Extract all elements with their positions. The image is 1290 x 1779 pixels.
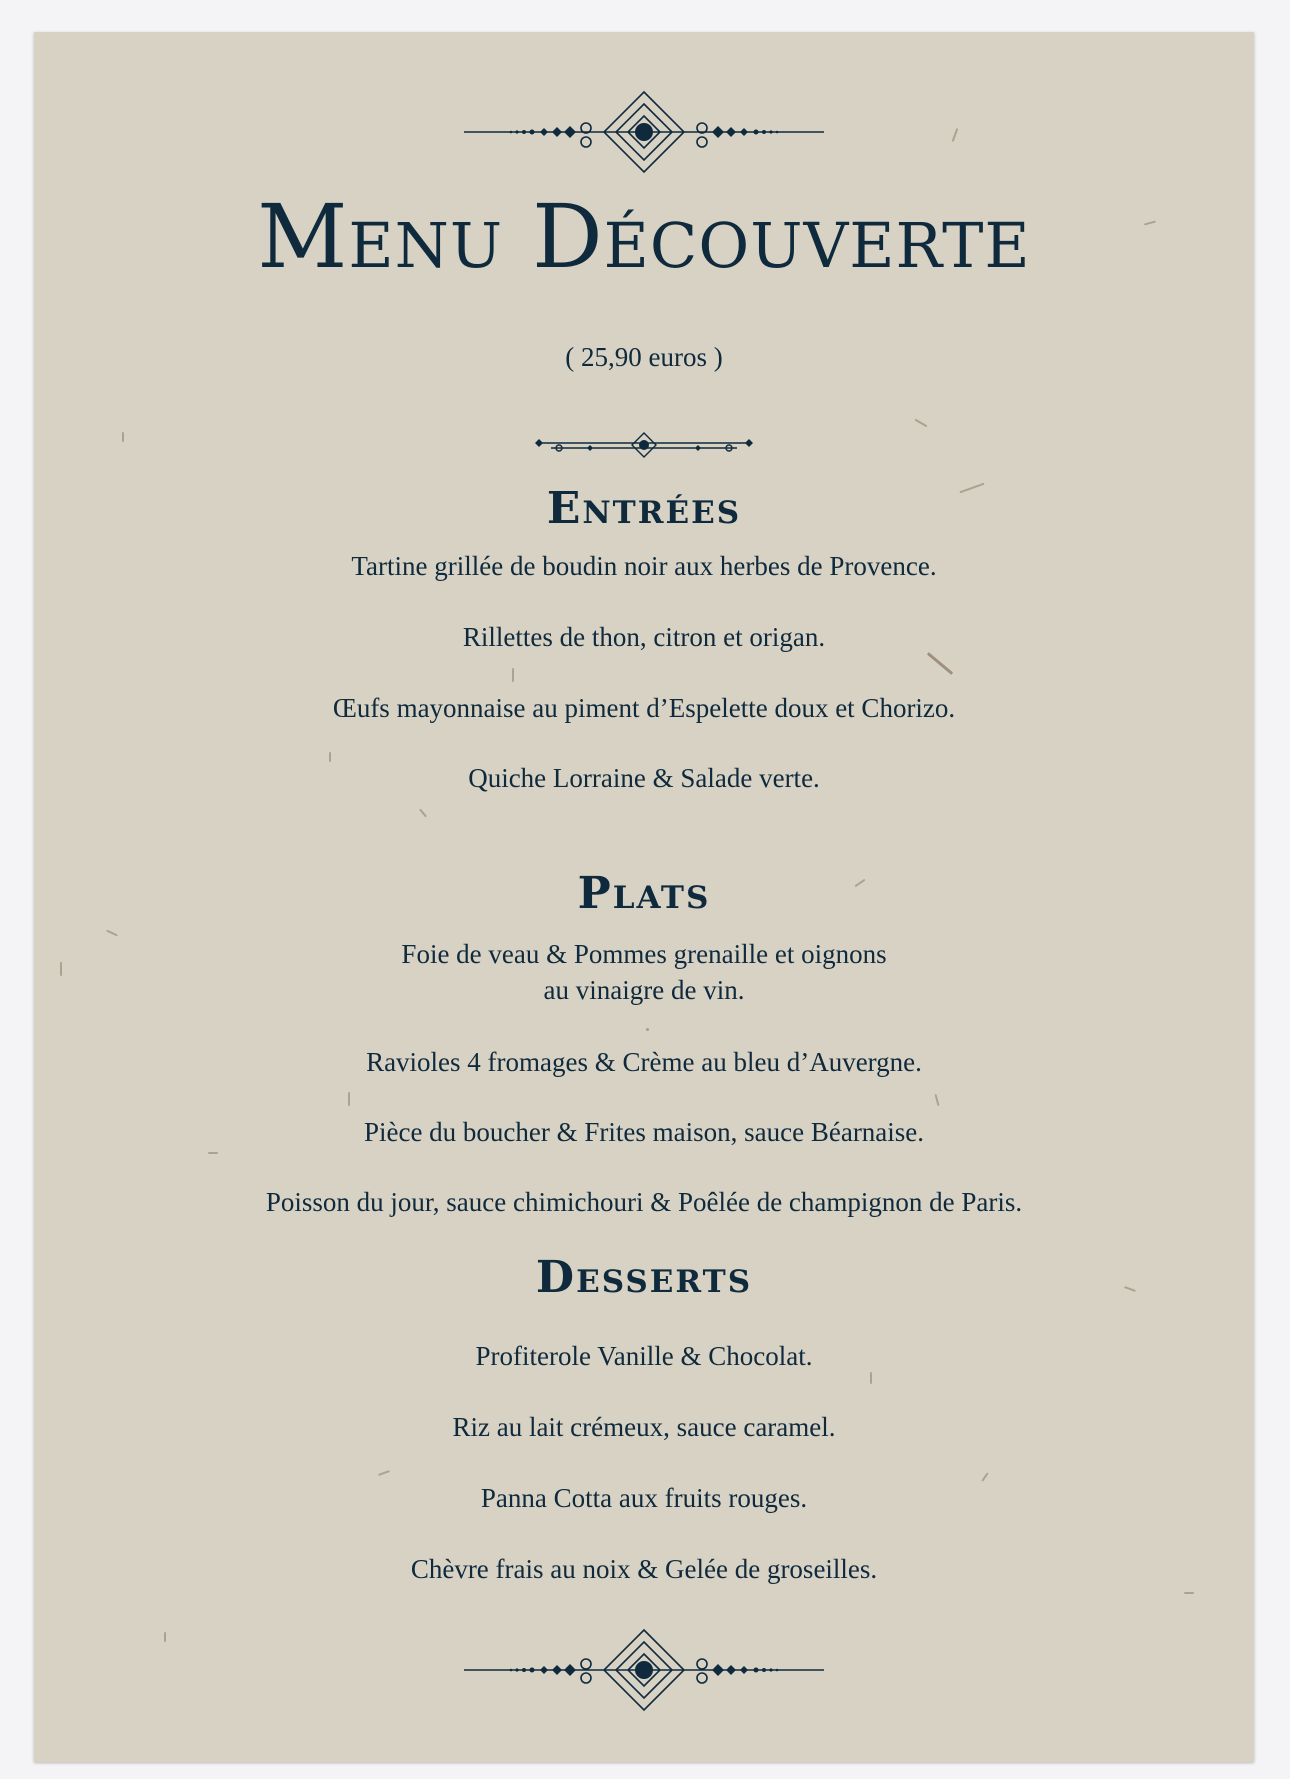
paper-fleck — [934, 1094, 939, 1106]
menu-item: Profiterole Vanille & Chocolat. — [475, 1341, 813, 1371]
bottom-ornament — [34, 1622, 1254, 1722]
paper-fleck — [348, 1092, 350, 1106]
menu-card — [34, 32, 1254, 1762]
art-deco-diamond-ornament-icon — [454, 84, 834, 184]
menu-item: Panna Cotta aux fruits rouges. — [480, 1483, 808, 1513]
menu-item: Pièce du boucher & Frites maison, sauce Béarnaise. — [363, 1117, 925, 1147]
art-deco-diamond-ornament-icon — [454, 1622, 834, 1722]
paper-fleck — [927, 652, 953, 675]
menu-item: Poisson du jour, sauce chimichouri & Poêlée de champignon de Paris. — [265, 1187, 1023, 1217]
paper-fleck — [512, 668, 514, 682]
menu-item: Tartine grillée de boudin noir aux herbes de Provence. — [351, 551, 937, 581]
paper-fleck — [914, 419, 927, 428]
paper-fleck — [419, 809, 427, 818]
section-title-desserts: Desserts — [535, 1252, 753, 1303]
paper-fleck — [378, 1470, 390, 1476]
menu-item: Riz au lait crémeux, sauce caramel. — [452, 1412, 836, 1442]
menu-item: Chèvre frais au noix & Gelée de groseilles. — [410, 1554, 878, 1584]
menu-item: Foie de veau & Pommes grenaille et oignons — [401, 939, 887, 969]
paper-fleck — [1184, 1592, 1194, 1594]
top-ornament — [34, 84, 1254, 184]
menu-item: Œufs mayonnaise au piment d’Espelette doux et Chorizo. — [332, 693, 956, 723]
section-title-entrees: Entrées — [546, 483, 742, 534]
menu-item: Ravioles 4 fromages & Crème au bleu d’Auvergne. — [366, 1047, 922, 1077]
section-title-plats: Plats — [577, 868, 711, 919]
menu-item: Quiche Lorraine & Salade verte. — [468, 763, 820, 793]
divider-ornament — [34, 430, 1254, 460]
menu-title: Menu Découverte — [257, 185, 1031, 288]
menu-item-continuation: au vinaigre de vin. — [543, 975, 745, 1005]
menu-price: ( 25,90 euros ) — [565, 342, 723, 372]
small-diamond-divider-icon — [529, 430, 759, 460]
paper-fleck — [208, 1152, 218, 1154]
paper-fleck — [646, 1028, 649, 1031]
menu-item: Rillettes de thon, citron et origan. — [462, 622, 826, 652]
